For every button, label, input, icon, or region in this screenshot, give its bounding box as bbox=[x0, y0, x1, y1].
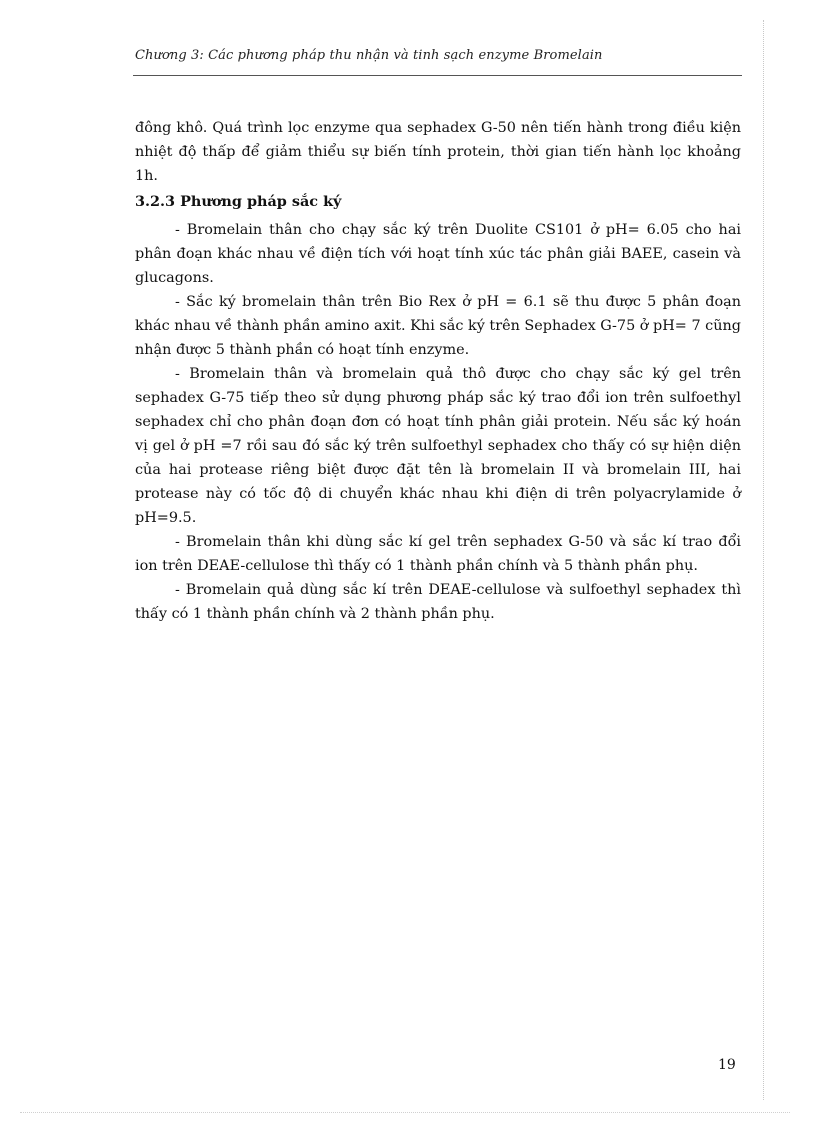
page-edge-bottom bbox=[20, 1112, 790, 1113]
intro-paragraph: đông khô. Quá trình lọc enzyme qua sephadex G-50 nên tiến hành trong điều kiện nhiệt độ thấp để giảm thiểu sự biến tính protein, thời gian tiến hành lọc khoảng 1h. bbox=[135, 120, 741, 184]
paragraph-1: - Bromelain thân cho chạy sắc ký trên Duolite CS101 ở pH= 6.05 cho hai phân đoạn khác nhau về điện tích với hoạt tính xúc tác phân giải BAEE, casein và glucagons. bbox=[135, 222, 741, 286]
running-header: Chương 3: Các phương pháp thu nhận và tinh sạch enzyme Bromelain bbox=[135, 48, 603, 63]
paragraph-2: - Sắc ký bromelain thân trên Bio Rex ở pH = 6.1 sẽ thu được 5 phân đoạn khác nhau về thành phần amino axit. Khi sắc ký trên Sephadex G-75 ở pH= 7 cũng nhận được 5 thành phần có hoạt tính enzyme. bbox=[135, 294, 741, 358]
section-heading: 3.2.3 Phương pháp sắc ký bbox=[135, 193, 342, 210]
page-number: 19 bbox=[718, 1057, 736, 1073]
paragraph-4: - Bromelain thân khi dùng sắc kí gel trên sephadex G-50 và sắc kí trao đổi ion trên DEAE-cellulose thì thấy có 1 thành phần chính và 5 thành phần phụ. bbox=[135, 534, 741, 574]
page-edge-right bbox=[763, 20, 764, 1100]
paragraph-5: - Bromelain quả dùng sắc kí trên DEAE-cellulose và sulfoethyl sephadex thì thấy có 1 thành phần chính và 2 thành phần phụ. bbox=[135, 582, 741, 622]
paragraph-3: - Bromelain thân và bromelain quả thô được cho chạy sắc ký gel trên sephadex G-75 tiếp theo sử dụng phương pháp sắc ký trao đổi ion trên sulfoethyl sephadex chỉ cho phân đoạn đơn có hoạt tính phân giải protein. Nếu sắc ký hoán vị gel ở pH =7 rồi sau đó sắc ký trên sulfoethyl sephadex cho thấy có sự hiện diện của hai protease riêng biệt được đặt tên là bromelain II và bromelain III, hai protease này có tốc độ di chuyển khác nhau khi điện di trên polyacrylamide ở pH=9.5. bbox=[135, 366, 741, 526]
body-text bbox=[135, 116, 741, 626]
header-rule bbox=[133, 75, 742, 76]
